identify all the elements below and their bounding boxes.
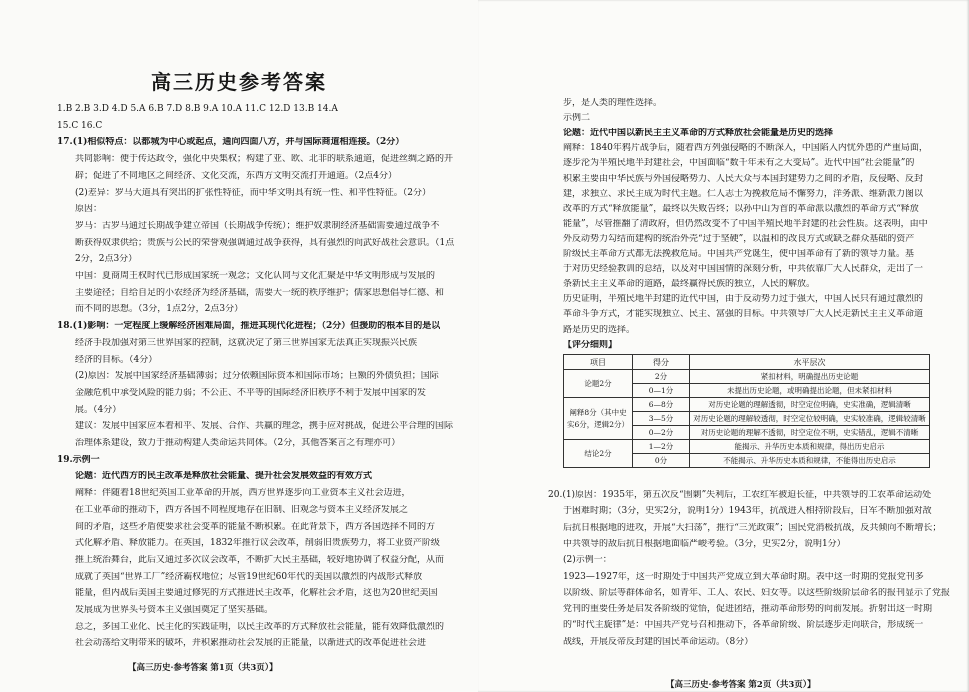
text-line: 党刊的重要任务是启发各阶级的觉悟，促进团结，推动革命形势的向前发展。折射出这一时期	[563, 604, 933, 615]
text-line: 于困难时期；（3分，史实2分，说明1分）1943年，抗战进入相持阶段后，日军不断加强对敌	[563, 506, 932, 517]
page-2-footer: 【高三历史·参考答案 第2页（共3页）】	[666, 680, 816, 690]
text-line: 社会动荡给文明带来的破坏，并积累推动社会发展的正能量，以渐进式的改革促进社会进	[75, 638, 427, 649]
text-line: 经济的目标。（4分）	[75, 354, 158, 365]
text-line: (2)示例一：	[563, 555, 612, 566]
text-line: 【评分细则】	[563, 339, 618, 350]
rubric-desc: 能揭示、升华历史本质和规律，得出历史启示	[690, 440, 930, 454]
rubric-group-label: 论题2分	[564, 370, 633, 398]
rubric-desc: 对历史论题的理解较透彻，时空定位较明确，史实较准确，逻辑较清晰	[690, 412, 930, 426]
text-line: 1.B 2.B 3.D 4.D 5.A 6.B 7.D 8.B 9.A 10.A 11.C 12.D 13.B 14.A	[57, 104, 338, 114]
rubric-score: 0—2分	[633, 426, 690, 440]
text-line: 外反动势力勾结而建构的统治外壳“过于坚硬”，以温和的改良方式或缺乏群众基础的资产	[563, 233, 915, 244]
text-line: (2)原因：发展中国家经济基础薄弱；过分依赖国际资本和国际市场；巨额的外债负担；国际	[75, 371, 439, 382]
text-line: 19.示例一	[57, 454, 100, 465]
text-line: 逐步沦为半殖民地半封建社会，中国面临“数千年未有之大变局”。近代中国“社会能量”的	[563, 158, 915, 169]
text-line: 发展成为世界头号资本主义强国奠定了坚实基础。	[75, 605, 274, 615]
text-line: 阐释：伴随着18世纪英国工业革命的开展，西方世界逐步向工业资本主义社会迈进，	[75, 488, 411, 499]
text-line: 战线，开展反帝反封建的国民革命运动。（8分）	[563, 636, 754, 647]
rubric-score: 0分	[633, 454, 690, 468]
text-line: 改革的方式“释放能量”，最终以失败告终；以孙中山为首的革命派以激烈的革命方式“释放	[563, 203, 919, 214]
text-line: 原因：	[75, 204, 103, 215]
page-1-footer: 【高三历史·参考答案 第1页（共3页）】	[128, 663, 278, 673]
text-line: 阶级民主革命方式都无法挽救危局。中国共产党诞生，使中国革命有了新的领导力量。基	[563, 249, 915, 259]
text-line: 建议：发展中国家应本着和平、发展、合作、共赢的理念，携手应对挑战，促进公平合理的国际	[75, 421, 454, 432]
document-title: 高三历史参考答案	[151, 70, 327, 94]
text-line: 革命斗争方式，才能实现独立、民主、富强的目标。中共领导广大人民走新民主主义革命道	[563, 309, 924, 320]
text-line: 示例二	[563, 113, 591, 124]
text-line: 成就了英国“世界工厂”经济霸权地位；尽管19世纪60年代的美国以激烈的内战形式释放	[75, 571, 423, 582]
rubric-header-item: 项目	[564, 355, 633, 370]
text-line: 论题：近代中国以新民主主义革命的方式释放社会能量是历史的选择	[563, 128, 834, 139]
text-line: 中共领导的敌后抗日根据地面临严峻考验。（3分，史实2分，说明1分）	[563, 538, 846, 549]
rubric-desc: 未提出历史论题，或明确提出论题，但未紧扣材料	[690, 384, 930, 398]
rubric-group-label: 结论2分	[564, 440, 633, 468]
rubric-row	[564, 440, 930, 454]
text-line: 总之，多国工业化、民主化的实践证明，以民主改革的方式释放社会能量，能有效降低激烈的	[75, 621, 445, 632]
answer-page-1	[0, 0, 478, 692]
text-line: 建，求独立、求民主成为时代主题。仁人志士为挽救危局不懈努力，洋务派、维新派力图以	[563, 188, 924, 199]
text-line: 的“时代主旋律”是：中国共产党号召和推动下，各革命阶级、阶层逐步走向联合，形成统一	[563, 620, 924, 631]
text-line: 1923—1927年，这一时期处于中国共产党成立到大革命时期。表中这一时期的党报党刊多	[563, 571, 924, 582]
text-line: 主要途径；自给自足的小农经济为经济基础，需要大一统的秩序维护；儒家思想倡导仁德、和	[75, 287, 445, 298]
text-line: 治理体系建设，致力于推动构建人类命运共同体。（2分，其他答案言之有理亦可）	[75, 438, 401, 448]
text-line: 18.(1)影响：一定程度上缓解经济困难局面，推进其现代化进程；（2分）但援助的根本目的是以	[57, 321, 441, 332]
rubric-header-row	[564, 355, 930, 370]
rubric-score: 3—5分	[633, 412, 690, 426]
text-line: 罗马：古罗马通过长期战争建立帝国（长期战争传统）；维护奴隶制经济基础需要通过战争不	[75, 220, 440, 231]
text-line: 式化解矛盾、释放能力。在英国，1832年推行议会改革，削弱旧贵族势力，将工业资产阶级	[75, 538, 440, 549]
text-line: 断获得奴隶供给；贵族与公民的荣誉观强调通过战争获得，具有强烈的向武好战社会意识。（1点	[75, 237, 455, 248]
text-line: 中国：夏商周王权时代已形成国家统一观念；文化认同与文化汇聚是中华文明形成与发展的	[75, 271, 436, 281]
rubric-header-level: 水平层次	[690, 355, 930, 370]
text-line: 2分，2点3分）	[75, 254, 138, 265]
text-line: 历史证明，半殖民地半封建的近代中国，由于反动势力过于强大，中国人民只有通过激烈的	[563, 294, 924, 305]
text-line: 路是历史的选择。	[563, 324, 636, 335]
rubric-row	[564, 370, 930, 384]
rubric-group-label: 阐释8分（其中史实6分，逻辑2分）	[564, 398, 633, 440]
text-line: 而不同的思想。（3分，1点2分，2点3分）	[75, 304, 244, 315]
text-line: 经济手段加强对第三世界国家的控制，这就决定了第三世界国家无法真正实现振兴民族	[75, 337, 418, 348]
text-line: 于对历史经验教训的总结，以及对中国国情的深刻分析，中共依靠广大人民群众，走出了一	[563, 264, 924, 275]
text-line: 步，是人类的理性选择。	[563, 98, 663, 108]
text-line: 共同影响：便于传达政令，强化中央集权；构建了亚、欧、北非的联系通道，促进丝绸之路的开	[75, 154, 454, 165]
rubric-score: 2分	[633, 370, 690, 384]
rubric-desc: 不能揭示、升华历史本质和规律，不能得出历史启示	[690, 454, 930, 468]
text-line: 条新民主主义革命的道路，最终赢得民族的独立，人民的解放。	[563, 279, 816, 290]
text-line: 积累主要由中华民族与外国侵略势力、人民大众与本国封建势力之间的矛盾，反侵略、反封	[563, 173, 924, 184]
text-line: 辟；促进了不同地区之间经济、文化交流，东西方文明交流打开通道。（2点4分）	[75, 170, 397, 181]
rubric-score: 6—8分	[633, 398, 690, 412]
text-line: 论题：近代西方的民主改革是释放社会能量、提升社会发展效益的有效方式	[75, 471, 373, 482]
rubric-desc: 对历史论题的理解透彻，时空定位明确，史实准确，逻辑清晰	[690, 398, 930, 412]
rubric-row	[564, 398, 930, 412]
text-line: 以阶级、阶层等群体命名，如青年、工人、农民、妇女等。以这些阶级阶层命名的报刊显示了党报	[563, 587, 951, 598]
text-line: 间的矛盾，这些矛盾使要求社会变革的能量不断积累。在此背景下，西方各国选择不同的方	[75, 521, 436, 532]
text-line: 后抗日根据地的进攻，开展“大扫荡”，推行“三光政策”；国民党消极抗战，反共倾向不断增长；	[563, 522, 942, 533]
text-line: 推上统治舞台，此后又通过多次议会改革，不断扩大民主基础，较好地协调了权益分配，从而	[75, 554, 445, 565]
text-line: 阐释：1840年鸦片战争后，随着西方列强侵略的不断深入，中国陷入内忧外患的严重局面，	[563, 143, 928, 154]
text-line: 展。（4分）	[75, 404, 122, 415]
text-line: 15.C 16.C	[57, 120, 103, 131]
text-line: (2)差异：罗马大道具有突出的扩张性特征，而中华文明具有统一性、和平性特征。（2分）	[75, 187, 431, 198]
text-line: 能量”，尽管推翻了清政府，但仍然改变不了中国半殖民地半封建的社会性质。这表明，由中	[563, 218, 928, 229]
rubric-score: 1—2分	[633, 440, 690, 454]
rubric-desc: 对历史论题的理解不透彻，时空定位不明，史实错乱，逻辑不清晰	[690, 426, 930, 440]
text-line: 17.(1)相似特点：以都城为中心或起点，通向四面八方，并与国际商道相连接。（2分）	[57, 137, 405, 148]
text-line: 在工业革命的推动下，西方各国不同程度地存在旧制、旧观念与资本主义经济发展之	[75, 504, 409, 515]
rubric-score: 0—1分	[633, 384, 690, 398]
text-line: 20.(1)原因：1935年，第五次反“围剿”失利后，工农红军被迫长征，中共领导的工农革命运动处	[548, 490, 932, 500]
text-line: 金融危机中承受风险的能力弱；不公正、不平等的国际经济旧秩序不利于发展中国家的发	[75, 387, 427, 398]
rubric-header-score: 得分	[633, 355, 690, 370]
text-line: 能量，但内战后美国主要通过修宪的方式推进民主改革，化解社会矛盾，这也为20世纪美国	[75, 588, 438, 599]
rubric-desc: 紧扣材料，明确提出历史论题	[690, 370, 930, 384]
scoring-rubric-table	[563, 354, 930, 468]
answer-page-2	[478, 0, 969, 692]
